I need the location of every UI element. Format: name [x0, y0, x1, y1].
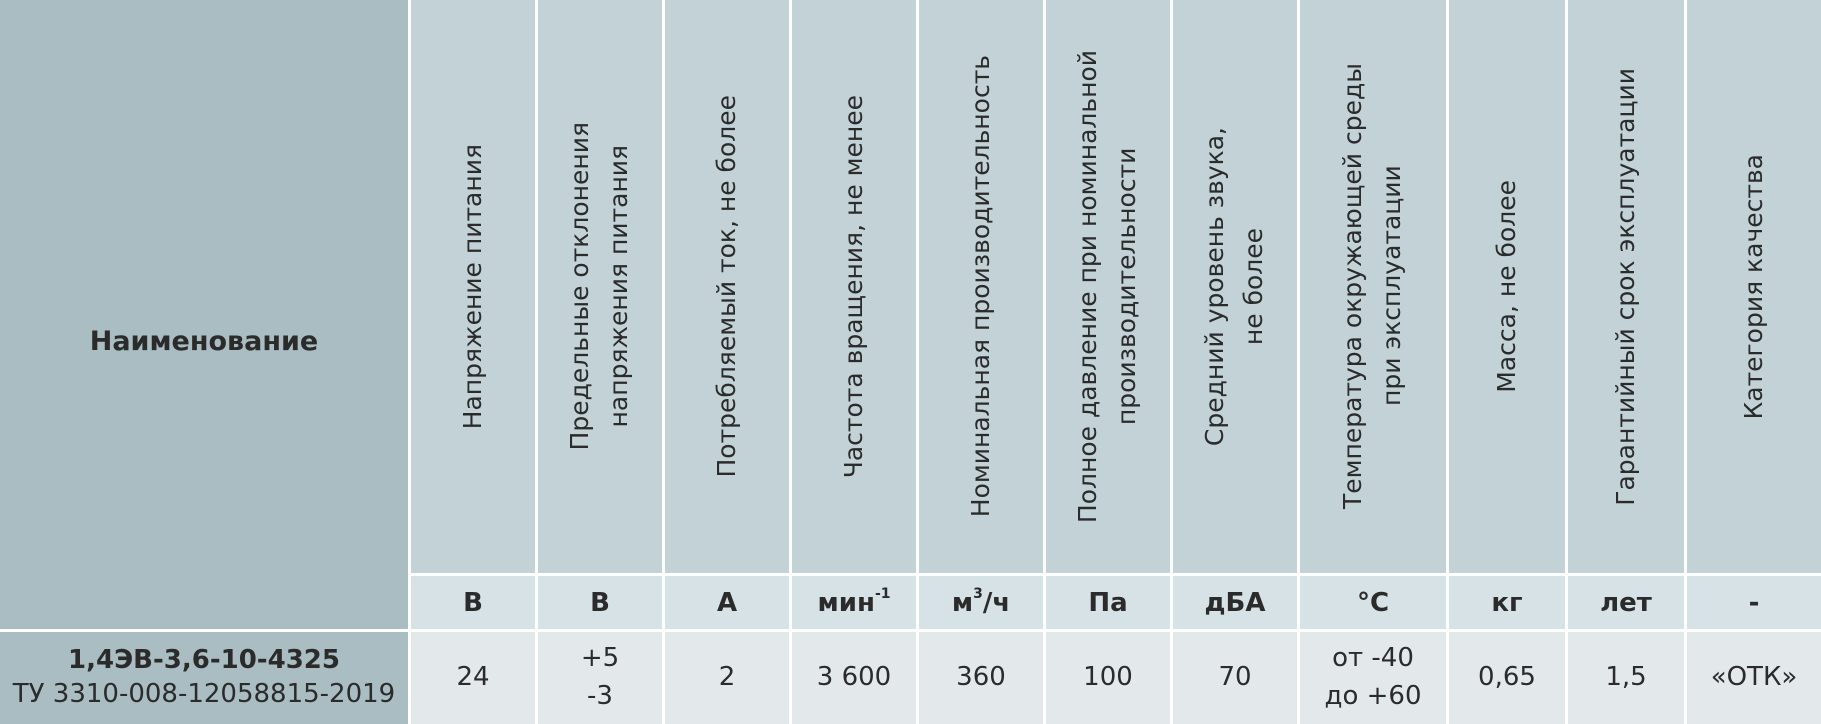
value-line: от -40	[1332, 643, 1414, 674]
header-pressure-label: Полное давление при номинальной производительности	[1073, 49, 1141, 524]
unit-rotation-speed	[792, 576, 919, 632]
header-voltage-deviation-label: Предельные отклонения напряжения питания	[565, 122, 633, 451]
header-sound-level	[1173, 0, 1300, 576]
product-spec: ТУ 3310-008-12058815-2019	[12, 679, 396, 709]
header-sound-level-label: Средний уровень звука, не более	[1200, 126, 1268, 447]
header-capacity	[919, 0, 1046, 576]
value-line: 3 600	[816, 662, 892, 693]
value-line: «ОТК»	[1710, 662, 1798, 693]
value-temperature	[1300, 632, 1449, 724]
value-pressure	[1046, 632, 1173, 724]
header-capacity-label: Номинальная производительность	[965, 55, 995, 518]
name-header	[0, 0, 411, 632]
unit-sound-level	[1173, 576, 1300, 632]
value-line: 100	[1083, 662, 1133, 693]
unit-tail: /ч	[982, 587, 1011, 618]
unit-supply-voltage	[411, 576, 538, 632]
header-mass	[1449, 0, 1568, 576]
value-line: -3	[587, 681, 613, 711]
unit-label: кг	[1491, 587, 1523, 618]
unit-superscript: -1	[874, 585, 891, 602]
value-current	[665, 632, 792, 724]
unit-pressure	[1046, 576, 1173, 632]
product-model: 1,4ЭВ-3,6-10-4325	[68, 645, 340, 676]
value-rotation-speed	[792, 632, 919, 724]
header-temperature	[1300, 0, 1449, 576]
unit-quality-category	[1687, 576, 1821, 632]
value-line: +5	[580, 643, 620, 674]
header-rotation-speed	[792, 0, 919, 576]
value-line: до +60	[1324, 681, 1422, 711]
value-sound-level	[1173, 632, 1300, 724]
unit-label: -	[1748, 587, 1760, 618]
unit-superscript: 3	[973, 585, 983, 602]
value-line: 70	[1218, 662, 1252, 693]
value-quality-category	[1687, 632, 1821, 724]
unit-label	[817, 585, 891, 618]
header-pressure	[1046, 0, 1173, 576]
unit-label: А	[716, 587, 738, 618]
header-quality-category	[1687, 0, 1821, 576]
unit-label: дБА	[1204, 587, 1266, 618]
unit-base: м	[951, 587, 974, 618]
unit-warranty	[1568, 576, 1687, 632]
value-warranty	[1568, 632, 1687, 724]
value-voltage-deviation	[538, 632, 665, 724]
unit-label: В	[590, 587, 610, 618]
unit-capacity	[919, 576, 1046, 632]
value-supply-voltage	[411, 632, 538, 724]
header-quality-category-label: Категория качества	[1738, 153, 1768, 420]
unit-label: лет	[1600, 587, 1652, 618]
header-voltage-deviation	[538, 0, 665, 576]
name-header-label: Наименование	[89, 326, 319, 357]
unit-mass	[1449, 576, 1568, 632]
header-warranty-label: Гарантийный срок эксплуатации	[1610, 67, 1640, 506]
value-mass	[1449, 632, 1568, 724]
value-line: 0,65	[1478, 662, 1536, 693]
header-rotation-speed-label: Частота вращения, не менее	[838, 94, 868, 479]
unit-label: В	[463, 587, 483, 618]
header-current-label: Потребляемый ток, не более	[711, 95, 741, 478]
unit-current	[665, 576, 792, 632]
header-mass-label: Масса, не более	[1491, 180, 1521, 393]
value-line: 2	[718, 662, 736, 693]
header-temperature-label: Температура окружающей среды при эксплуатации	[1338, 63, 1406, 510]
unit-temperature	[1300, 576, 1449, 632]
unit-label: Па	[1088, 587, 1128, 618]
header-supply-voltage-label: Напряжение питания	[457, 143, 487, 430]
value-line: 1,5	[1605, 662, 1647, 693]
header-current	[665, 0, 792, 576]
value-line: 360	[956, 662, 1006, 693]
value-capacity	[919, 632, 1046, 724]
value-line: 24	[456, 662, 490, 693]
header-supply-voltage	[411, 0, 538, 576]
unit-label: °С	[1356, 587, 1390, 618]
header-warranty	[1568, 0, 1687, 576]
unit-label	[951, 585, 1011, 618]
product-name-cell	[0, 632, 411, 724]
unit-base: мин	[817, 587, 875, 618]
unit-voltage-deviation	[538, 576, 665, 632]
